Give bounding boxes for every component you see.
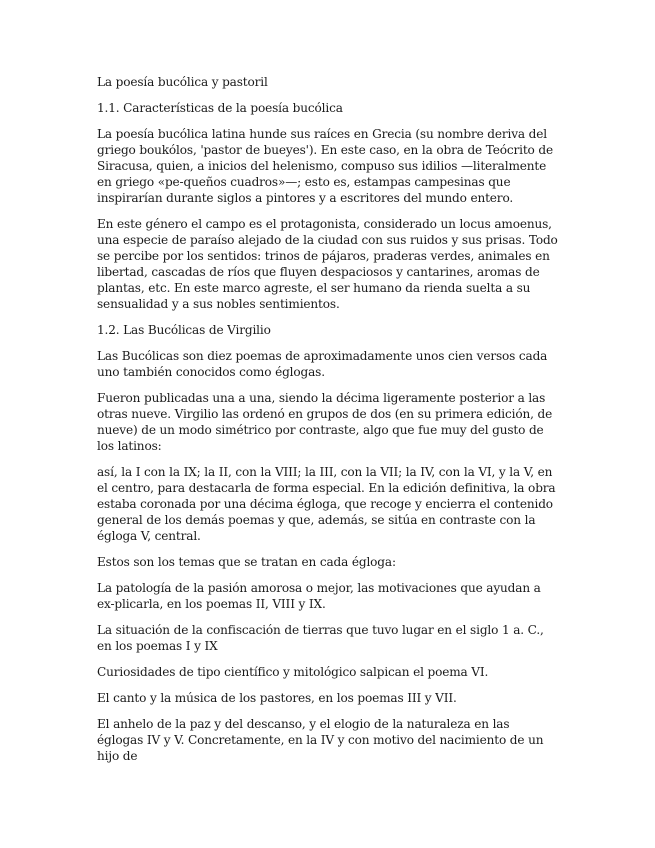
document-title: La poesía bucólica y pastoril [97,75,268,89]
paragraph: Estos son los temas que se tratan en cada égloga: [97,555,396,569]
section-heading: 1.2. Las Bucólicas de Virgilio [97,323,271,337]
paragraph: El anhelo de la paz y del descanso, y el elogio de la naturaleza en las églogas IV y V. Concretamente, en la IV y con motivo del nacimiento de un hijo de [97,717,544,763]
paragraph: En este género el campo es el protagonista, considerado un locus amoenus, una especie de paraíso alejado de la ciudad con sus ruidos y sus prisas. Todo se percibe por los sentidos: trinos de pájaros, praderas verdes, animales en libertad, cascadas de ríos que fluyen despaciosos y cantarines, aromas de plantas, etc. En este marco agreste, el ser humano da rienda suelta a su sensualidad y a sus nobles sentimientos. [97,217,558,311]
document-page [97,74,559,774]
paragraph: Curiosidades de tipo científico y mitológico salpican el poema VI. [97,665,489,679]
section-heading: 1.1. Características de la poesía bucólica [97,101,343,115]
paragraph: El canto y la música de los pastores, en los poemas III y VII. [97,691,457,705]
paragraph: La situación de la confiscación de tierras que tuvo lugar en el siglo 1 a. C., en los poemas I y IX [97,623,544,653]
paragraph: Las Bucólicas son diez poemas de aproximadamente unos cien versos cada uno también conocidos como églogas. [97,349,548,379]
paragraph: así, la I con la IX; la II, con la VIII; la III, con la VII; la IV, con la VI, y la V, en el centro, para destacarla de forma especial. En la edición definitiva, la obra estaba coronada por una décima égloga, que recoge y encierra el contenido general de los demás poemas y que, además, se sitúa en contraste con la égloga V, central. [97,465,556,543]
paragraph: La poesía bucólica latina hunde sus raíces en Grecia (su nombre deriva del griego boukólos, 'pastor de bueyes'). En este caso, en la obra de Teócrito de Siracusa, quien, a inicios del helenismo, compuso sus idilios —literalmente en griego «pe-queños cuadros»—; esto es, estampas campesinas que inspirarían durante siglos a pintores y a escritores del mundo entero. [97,127,553,205]
paragraph: Fueron publicadas una a una, siendo la décima ligeramente posterior a las otras nueve. Virgilio las ordenó en grupos de dos (en su primera edición, de nueve) de un modo simétrico por contraste, algo que fue muy del gusto de los latinos: [97,391,553,453]
paragraph: La patología de la pasión amorosa o mejor, las motivaciones que ayudan a ex-plicarla, en los poemas II, VIII y IX. [97,581,541,611]
